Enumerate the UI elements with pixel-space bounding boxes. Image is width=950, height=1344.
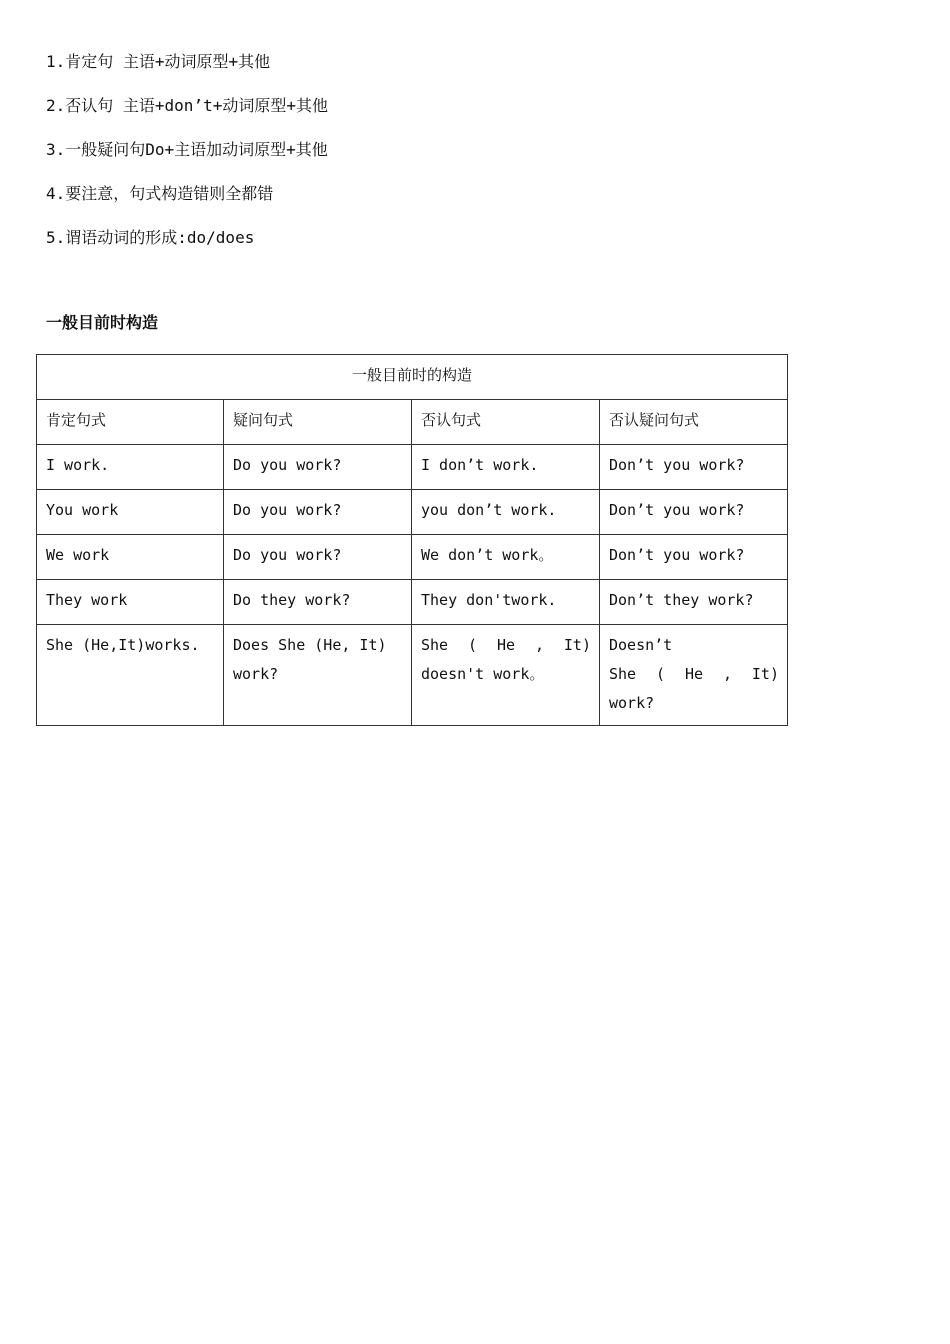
cell-word: She xyxy=(609,665,637,683)
table-caption: 一般目前时的构造 xyxy=(37,355,788,400)
table-cell xyxy=(412,625,600,726)
table-cell xyxy=(37,625,224,726)
table-cell: Don’t they work? xyxy=(600,580,788,625)
table-row xyxy=(37,445,788,490)
cell-text-justified xyxy=(609,660,779,689)
table-row-third-person xyxy=(37,625,788,726)
rule-attention: 4.要注意，句式构造错则全都错 xyxy=(46,184,274,203)
cell-word: It) xyxy=(563,636,591,654)
table-cell xyxy=(224,625,412,726)
cell-text: doesn't work。 xyxy=(421,665,545,683)
cell-word: , xyxy=(722,665,732,683)
cell-text: Doesn’t xyxy=(609,636,673,654)
table-caption-row xyxy=(37,355,788,400)
cell-word: , xyxy=(534,636,544,654)
table-row xyxy=(37,535,788,580)
table-cell xyxy=(600,625,788,726)
rule-predicate-form: 5.谓语动词的形成:do/does xyxy=(46,228,255,247)
table-cell: Do they work? xyxy=(224,580,412,625)
cell-word: He xyxy=(684,665,704,683)
rule-question: 3.一般疑问句Do+主语加动词原型+其他 xyxy=(46,140,328,159)
table-row xyxy=(37,580,788,625)
table-cell: I work. xyxy=(37,445,224,490)
cell-word: It) xyxy=(751,665,779,683)
table-header-row xyxy=(37,400,788,445)
table-cell: We don’t work。 xyxy=(412,535,600,580)
table-cell: Don’t you work? xyxy=(600,490,788,535)
rule-negative: 2.否认句 主语+don’t+动词原型+其他 xyxy=(46,96,328,115)
cell-word: He xyxy=(496,636,516,654)
table-row xyxy=(37,490,788,535)
header-negative: 否认句式 xyxy=(412,400,600,445)
table-cell: Do you work? xyxy=(224,490,412,535)
table-cell: They work xyxy=(37,580,224,625)
cell-text-justified xyxy=(421,631,591,660)
cell-word: ( xyxy=(656,665,666,683)
table-cell: Do you work? xyxy=(224,445,412,490)
cell-text: She (He,It)works. xyxy=(46,636,200,654)
table-cell: Don’t you work? xyxy=(600,445,788,490)
section-heading: 一般目前时构造 xyxy=(46,313,159,332)
cell-text: Does She (He, It) xyxy=(233,636,387,654)
table-cell: You work xyxy=(37,490,224,535)
header-negative-question: 否认疑问句式 xyxy=(600,400,788,445)
cell-word: She xyxy=(421,636,449,654)
rule-affirmative: 1.肯定句 主语+动词原型+其他 xyxy=(46,52,271,71)
table-cell: you don’t work. xyxy=(412,490,600,535)
table-cell: I don’t work. xyxy=(412,445,600,490)
cell-text: work? xyxy=(609,694,655,712)
rule-list xyxy=(46,48,746,268)
header-question: 疑问句式 xyxy=(224,400,412,445)
table-cell: We work xyxy=(37,535,224,580)
table-cell: Don’t you work? xyxy=(600,535,788,580)
cell-word: ( xyxy=(468,636,478,654)
present-tense-table xyxy=(36,354,788,726)
cell-text: work? xyxy=(233,665,279,683)
header-affirmative: 肯定句式 xyxy=(37,400,224,445)
table-cell: Do you work? xyxy=(224,535,412,580)
table-cell: They don'twork. xyxy=(412,580,600,625)
